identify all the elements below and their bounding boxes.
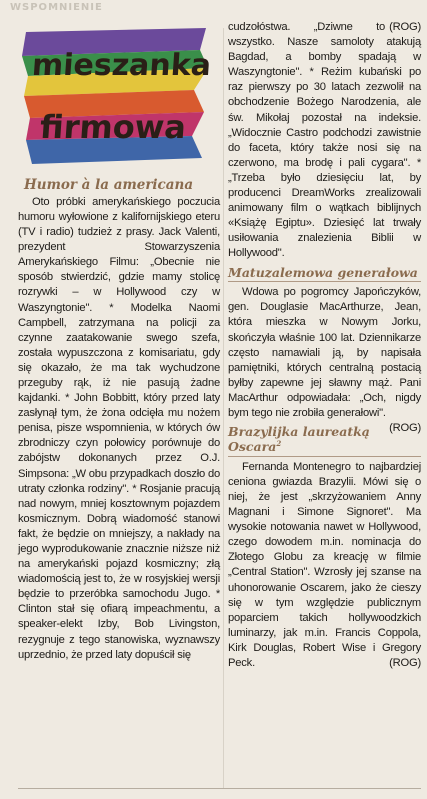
logo-stripes-graphic (18, 20, 220, 170)
logo-word-mieszanka: mieszanka (30, 48, 213, 83)
right-column (228, 20, 421, 671)
logo-word-firmowa: firmowa (38, 108, 188, 146)
signature: (ROG) (389, 656, 421, 669)
title-word: Oscara (228, 439, 277, 454)
article-body-humor-continued (228, 20, 421, 262)
column-divider (223, 28, 224, 788)
general-text: Wdowa po pogromcy Japończyków, gen. Douglasie MacArthurze, Jean, która mieszka w Nowym Jorku, skończyła właśnie 100 lat. Dziennikarze często namawiali ją, by napisała pamiętniki, których centralną postacią byłby zapewne jej sławny mąż. Pani MacArthur odpowiadała: „Och, nigdy bym tego nie zrobiła generałowi". (228, 286, 421, 419)
bottom-rule (18, 788, 421, 789)
continued-text: cudzołóstwa. „Dziwne to wszystko. Nasze samoloty atakują Bagdad, a bomby spadają w Waszyngtonie". * Reżim kubański po raz pierwszy po 30 latach zezwolił na obchodzenie Bożego Narodzenia, ale św. Mikołaj pozostał na indeksie. „Widocznie Castro podchodzi zawistnie do faceta, który także nosi się na czerwono, ma brodę i pali cygara". * „Trzeba było dziesięciu lat, by producenci DreamWorks zrealizowali animowany film o wątkach biblijnych «Książę Egiptu». Dziesięć lat trwały usiłowania znalezienia Biblii w Hollywood". (228, 21, 421, 260)
left-column (18, 20, 220, 663)
column-logo (18, 20, 220, 170)
brazil-text: Fernanda Montenegro to najbardziej ceniona gwiazda Brazylii. Mówi się o niej, że jest „skrzyżowaniem Anny Magnani i Simone Signoret". Ma wysokie notowania nawet w Hollywood, czego dowodem m.in. nominacja do Złotego Globu za kreację w filmie „Central Station". Wzrosły jej szanse na uhonorowanie Oscarem, jako że cieszy się w tym względzie publicznym poparciem takich hollywoodzkich luminarzy, jak m.in. Francis Coppola, Kirk Douglas, Robert Wise i Gregory Peck. (228, 460, 421, 669)
article-body-humor: Oto próbki amerykańskiego poczucia humoru wyłowione z kalifornijskiego eteru (TV i radio) tudzież z prasy. Jack Valenti, prezydent Stowarzyszenia Amerykańskiego Filmu: „Obecnie nie sposób stwierdzić, gdzie mamy stolicę rozrywki – w Hollywood czy w Waszyngtonie". * Modelka Naomi Campbell, zatrzymana na policji za czynne zaatakowanie swego szefa, została wypuszczona z komisariatu, gdy się okazało, że ma tak wychudzone przeguby rąk, iż nie pasują żadne kajdanki. * John Bobbitt, który przed laty zasłynął tym, że żona odcięła mu nożem penisa, pisze wspomnienia, w których ów zbrodniczy czyn połowicy porównuje do zabójstw dokonanych przez O.J. Simpsona: „W obu przypadkach doszło do utraty członka rodziny". * Rosjanie pracują nad nowym, mniej kosztownym pojazdem kosmicznym. Dobrą wiadomość stanowi fakt, że będzie on mniejszy, a nakłady na jego wyprodukowanie znacznie niższe niż na amerykański pojazd kosmiczny; złą wiadomością jest to, że w rosyjskiej wersji będzie to przeróbka samochodu Jugo. * Clinton stał się ofiarą impeachmentu, a speaker-elekt Izby, Bob Livingston, rezygnuje z tego stanowiska, wyznawszy uprzednio, że przed laty dopuścił się (18, 195, 220, 661)
signature: (ROG) (389, 422, 421, 435)
section-label: WSPOMNIENIE (10, 2, 103, 13)
article-title-humor: Humor à la americana (24, 177, 194, 193)
article-body-brazil (228, 460, 421, 671)
article-title-brazil-line1: Brazylijka laureatką (228, 424, 370, 440)
article-title-general: Matuzalemowa generałowa (228, 266, 421, 283)
article-title-brazil-line2 (228, 440, 421, 457)
signature: (ROG) (389, 21, 421, 33)
title-superscript: 2 (276, 438, 282, 448)
